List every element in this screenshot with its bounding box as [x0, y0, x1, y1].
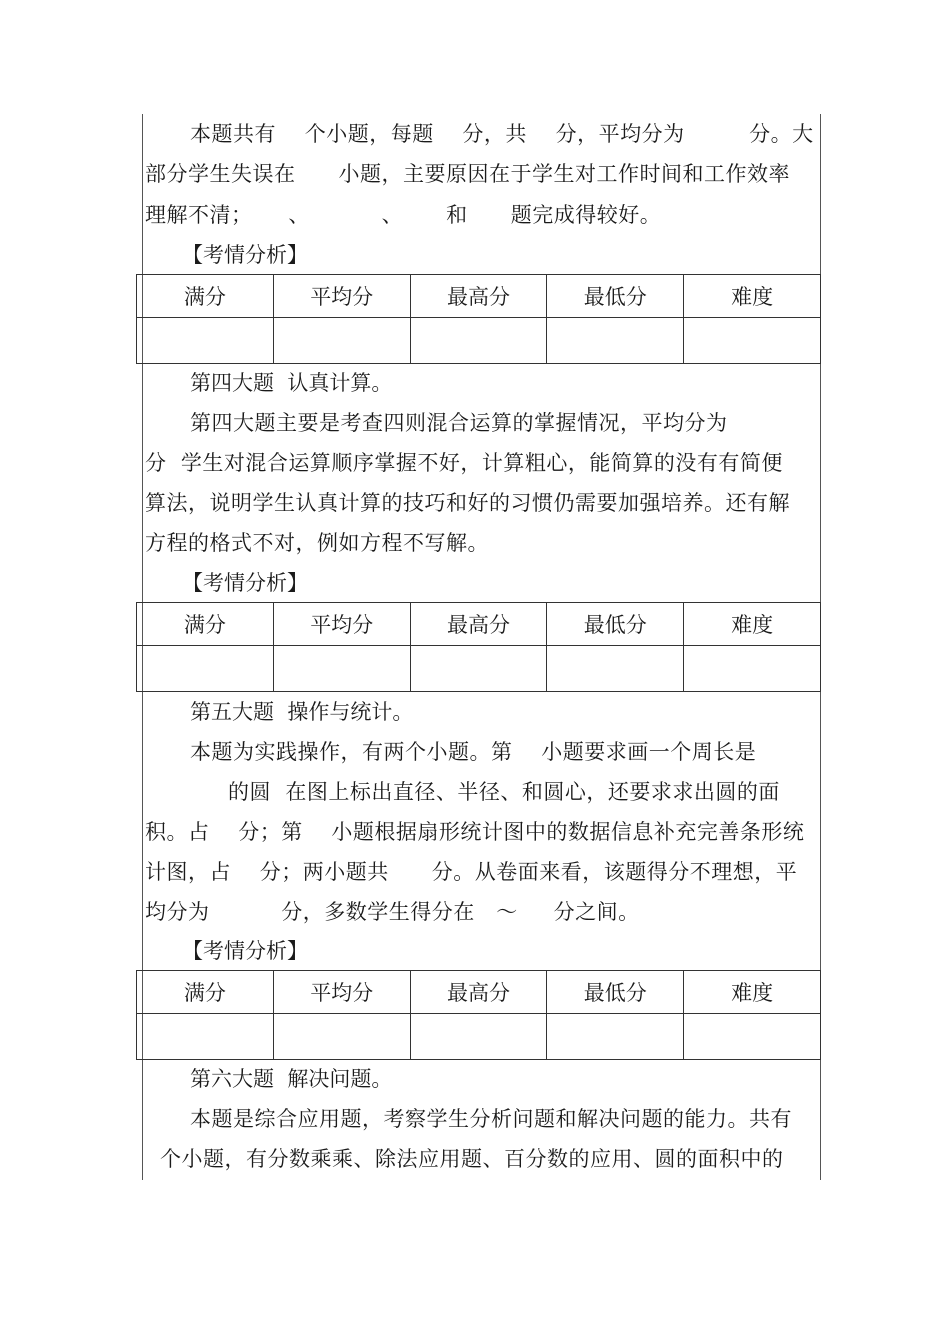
- value-cell: [547, 1014, 684, 1060]
- table-value-row: [137, 646, 821, 692]
- section4-line-3: 算法，说明学生认真计算的技巧和好的习惯仍需要加强培养。还有解: [145, 491, 790, 515]
- section3-line-3: 理解不清； 、 、 和 题完成得较好。: [145, 203, 662, 227]
- value-cell: [273, 646, 410, 692]
- section4-title: 第四大题 认真计算。: [190, 371, 393, 395]
- section4-stats-table: [136, 602, 821, 692]
- value-cell: [410, 646, 547, 692]
- section4-line-1: 第四大题主要是考查四则混合运算的掌握情况，平均分为: [190, 411, 728, 435]
- value-cell: [684, 318, 821, 364]
- value-cell: [684, 1014, 821, 1060]
- value-cell: [410, 318, 547, 364]
- value-cell: [137, 1014, 274, 1060]
- section5-line-2: 的圆 在图上标出直径、半径、和圆心，还要求求出圆的面: [228, 780, 780, 804]
- section5-stats-table: [136, 970, 821, 1060]
- header-average: 平均分: [273, 603, 410, 646]
- header-full-score: 满分: [137, 971, 274, 1014]
- value-cell: [547, 318, 684, 364]
- value-cell: [273, 1014, 410, 1060]
- table-header-row: [137, 275, 821, 318]
- section3-analysis-label: 【考情分析】: [182, 243, 308, 267]
- table-value-row: [137, 318, 821, 364]
- value-cell: [684, 646, 821, 692]
- table-value-row: [137, 1014, 821, 1060]
- section5-line-3: 积。占 分；第 小题根据扇形统计图中的数据信息补充完善条形统: [145, 820, 805, 844]
- section5-title: 第五大题 操作与统计。: [190, 700, 414, 724]
- section6-line-1: 本题是综合应用题，考察学生分析问题和解决问题的能力。共有: [190, 1107, 792, 1131]
- section6-line-2: 个小题，有分数乘乘、除法应用题、百分数的应用、圆的面积中的: [160, 1147, 784, 1171]
- header-average: 平均分: [273, 275, 410, 318]
- section3-stats-table: [136, 274, 821, 364]
- section6-title: 第六大题 解决问题。: [190, 1067, 393, 1091]
- section5-line-4: 计图，占 分；两小题共 分。从卷面来看，该题得分不理想，平: [145, 860, 798, 884]
- value-cell: [410, 1014, 547, 1060]
- section5-line-1: 本题为实践操作，有两个小题。第 小题要求画一个周长是: [190, 740, 757, 764]
- section4-line-2: 分 学生对混合运算顺序掌握不好，计算粗心，能简算的没有有简便: [145, 451, 783, 475]
- value-cell: [273, 318, 410, 364]
- section3-line-1: 本题共有 个小题，每题 分，共 分，平均分为 分。大: [190, 122, 814, 146]
- header-highest: 最高分: [410, 603, 547, 646]
- section5-analysis-label: 【考情分析】: [182, 939, 308, 963]
- header-full-score: 满分: [137, 603, 274, 646]
- section5-line-5: 均分为 分，多数学生得分在 ～ 分之间。: [145, 900, 640, 924]
- header-lowest: 最低分: [547, 971, 684, 1014]
- header-highest: 最高分: [410, 275, 547, 318]
- value-cell: [137, 318, 274, 364]
- value-cell: [547, 646, 684, 692]
- header-difficulty: 难度: [684, 971, 821, 1014]
- header-full-score: 满分: [137, 275, 274, 318]
- header-lowest: 最低分: [547, 275, 684, 318]
- section3-line-2: 部分学生失误在 小题，主要原因在于学生对工作时间和工作效率: [145, 162, 791, 186]
- header-difficulty: 难度: [684, 603, 821, 646]
- table-header-row: [137, 603, 821, 646]
- header-highest: 最高分: [410, 971, 547, 1014]
- value-cell: [137, 646, 274, 692]
- header-lowest: 最低分: [547, 603, 684, 646]
- table-header-row: [137, 971, 821, 1014]
- header-average: 平均分: [273, 971, 410, 1014]
- section4-analysis-label: 【考情分析】: [182, 571, 308, 595]
- section4-line-4: 方程的格式不对，例如方程不写解。: [145, 531, 489, 555]
- header-difficulty: 难度: [684, 275, 821, 318]
